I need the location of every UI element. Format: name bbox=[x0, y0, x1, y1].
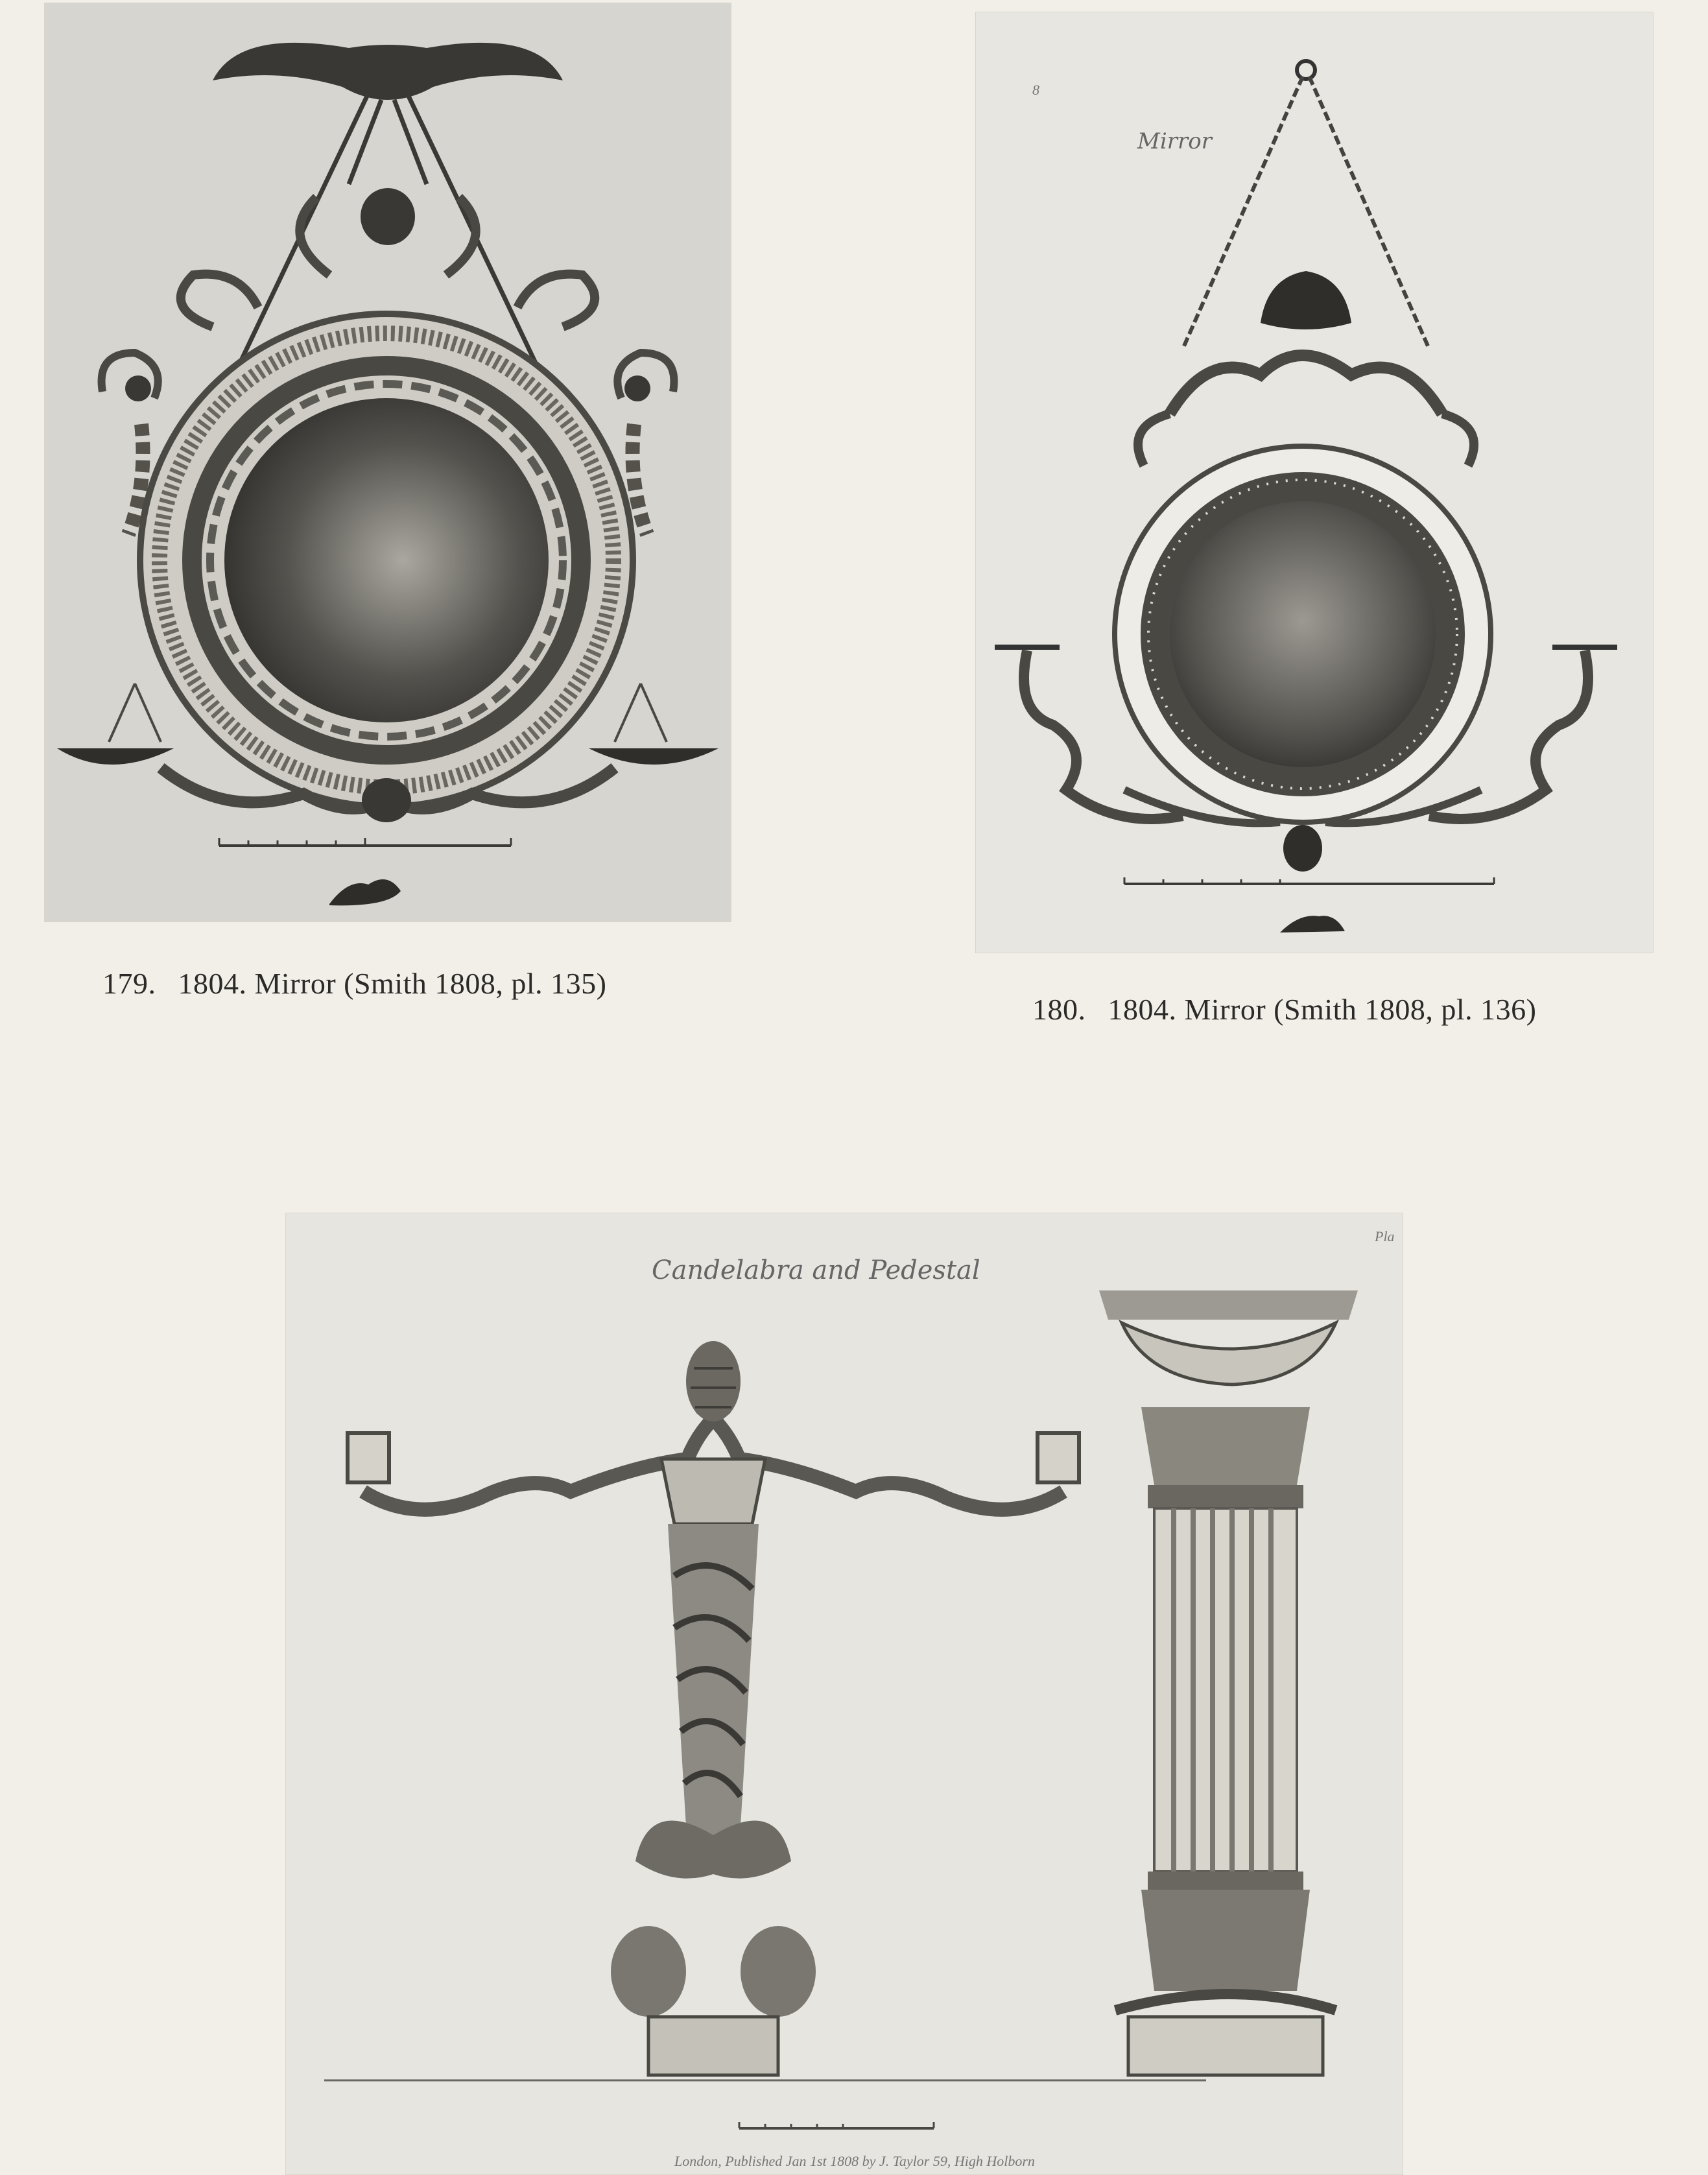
plate-mark: Pla bbox=[1375, 1228, 1395, 1244]
plate-candelabra-pedestal bbox=[285, 1213, 1403, 2175]
plate-180-mirror-engraving bbox=[975, 12, 1654, 953]
figure-179-number: 179. bbox=[102, 967, 156, 1000]
plate-180-page-mark: 8 bbox=[1032, 82, 1039, 98]
mirror-179-illustration bbox=[44, 3, 731, 922]
mirror-180-illustration bbox=[975, 12, 1654, 953]
figure-179-caption bbox=[102, 966, 606, 1001]
candelabra-pedestal-illustration bbox=[285, 1213, 1403, 2175]
figure-180-number: 180. bbox=[1032, 993, 1086, 1026]
plate-180-title: Mirror bbox=[1137, 128, 1212, 154]
figure-180-text: 1804. Mirror (Smith 1808, pl. 136) bbox=[1108, 993, 1537, 1026]
figure-180-caption bbox=[1032, 992, 1536, 1027]
plate-179-mirror-engraving bbox=[44, 3, 731, 922]
plate-candelabra-title: Candelabra and Pedestal bbox=[652, 1255, 980, 1285]
plate-imprint: London, Published Jan 1st 1808 by J. Taylor 59, High Holborn bbox=[674, 2153, 1035, 2169]
figure-179-text: 1804. Mirror (Smith 1808, pl. 135) bbox=[178, 967, 607, 1000]
